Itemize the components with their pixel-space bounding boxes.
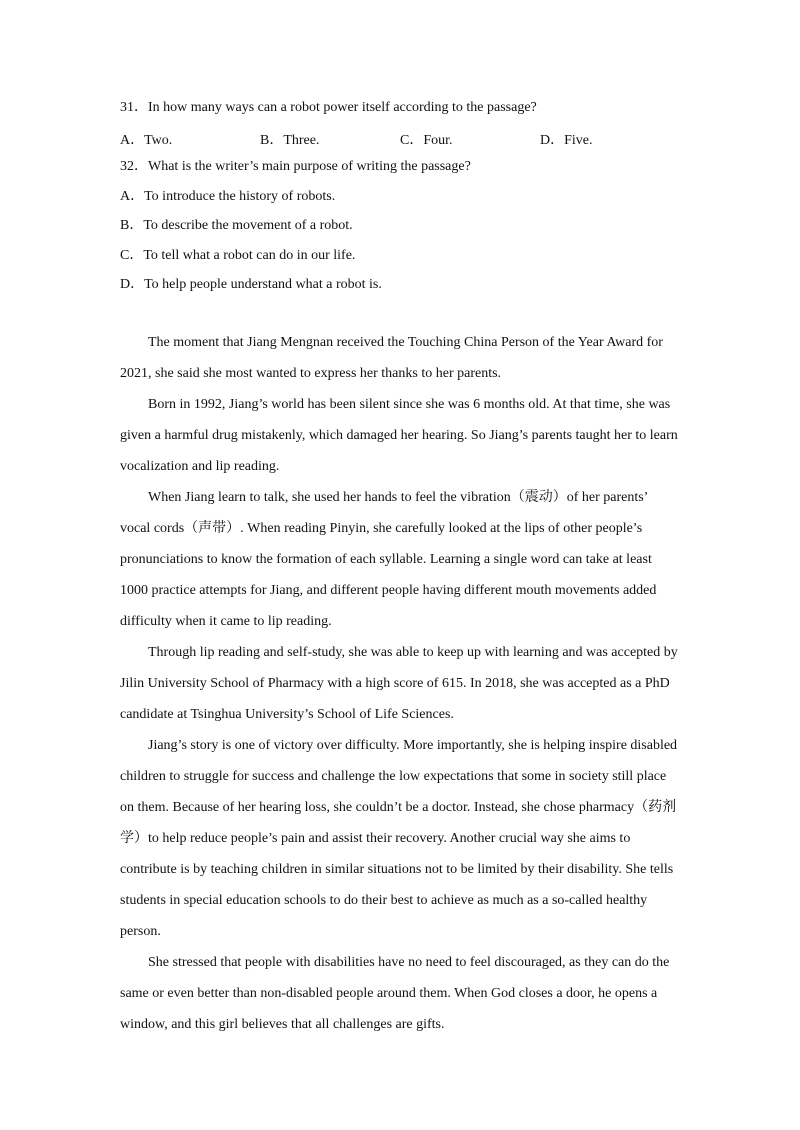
question-32-option-c[interactable]: C．To tell what a robot can do in our life. — [120, 248, 356, 263]
question-31-option-c[interactable]: C．Four. — [400, 133, 453, 148]
question-32-option-a[interactable]: A．To introduce the history of robots. — [120, 189, 336, 204]
question-32-stem: 32．What is the writer’s main purpose of writing the passage? — [120, 159, 471, 174]
question-32-option-b[interactable]: B．To describe the movement of a robot. — [120, 218, 353, 233]
question-31-option-d[interactable]: D．Five. — [540, 133, 593, 148]
passage-paragraph-2: Born in 1992, Jiang’s world has been silent since she was 6 months old. At that time, she was given a harmful drug mistakenly, which damaged her hearing. So Jiang’s parents taught her to learn vocalization and lip reading. — [120, 397, 678, 474]
question-31-options — [120, 129, 720, 147]
passage-paragraph-6: She stressed that people with disabilities have no need to feel discouraged, as they can do the same or even better than non-disabled people around them. When God closes a door, he opens a window, and this girl believes that all challenges are gifts. — [120, 955, 670, 1032]
reading-passage — [120, 327, 680, 1040]
passage-paragraph-1: The moment that Jiang Mengnan received the Touching China Person of the Year Award for 2021, she said she most wanted to express her thanks to her parents. — [120, 335, 663, 381]
question-31-option-a[interactable]: A．Two. — [120, 133, 173, 148]
passage-paragraph-3: When Jiang learn to talk, she used her hands to feel the vibration（震动）of her parents’ vocal cords（声带）. When reading Pinyin, she carefully looked at the lips of other people’s pronunciations to know the formation of each syllable. Learning a single word can take at least 1000 practice attempts for Jiang, and different people having different mouth movements added difficulty when it came to lip reading. — [120, 490, 657, 629]
question-31-stem: 31．In how many ways can a robot power itself according to the passage? — [120, 100, 537, 115]
passage-paragraph-5: Jiang’s story is one of victory over difficulty. More importantly, she is helping inspire disabled children to struggle for success and challenge the low expectations that some in society still place on them. Because of her hearing loss, she couldn’t be a doctor. Instead, she chose pharmacy（药剂学）to help reduce people’s pain and assist their recovery. Another crucial way she aims to contribute is by teaching children in similar situations not to be limited by their disability. She tells students in special education schools to do their best to achieve as much as a so-called healthy person. — [120, 738, 678, 939]
question-31-option-b[interactable]: B．Three. — [260, 133, 320, 148]
passage-paragraph-4: Through lip reading and self-study, she was able to keep up with learning and was accepted by Jilin University School of Pharmacy with a high score of 615. In 2018, she was accepted as a PhD candidate at Tsinghua University’s School of Life Sciences. — [120, 645, 678, 722]
question-32-option-d[interactable]: D．To help people understand what a robot is. — [120, 277, 382, 292]
